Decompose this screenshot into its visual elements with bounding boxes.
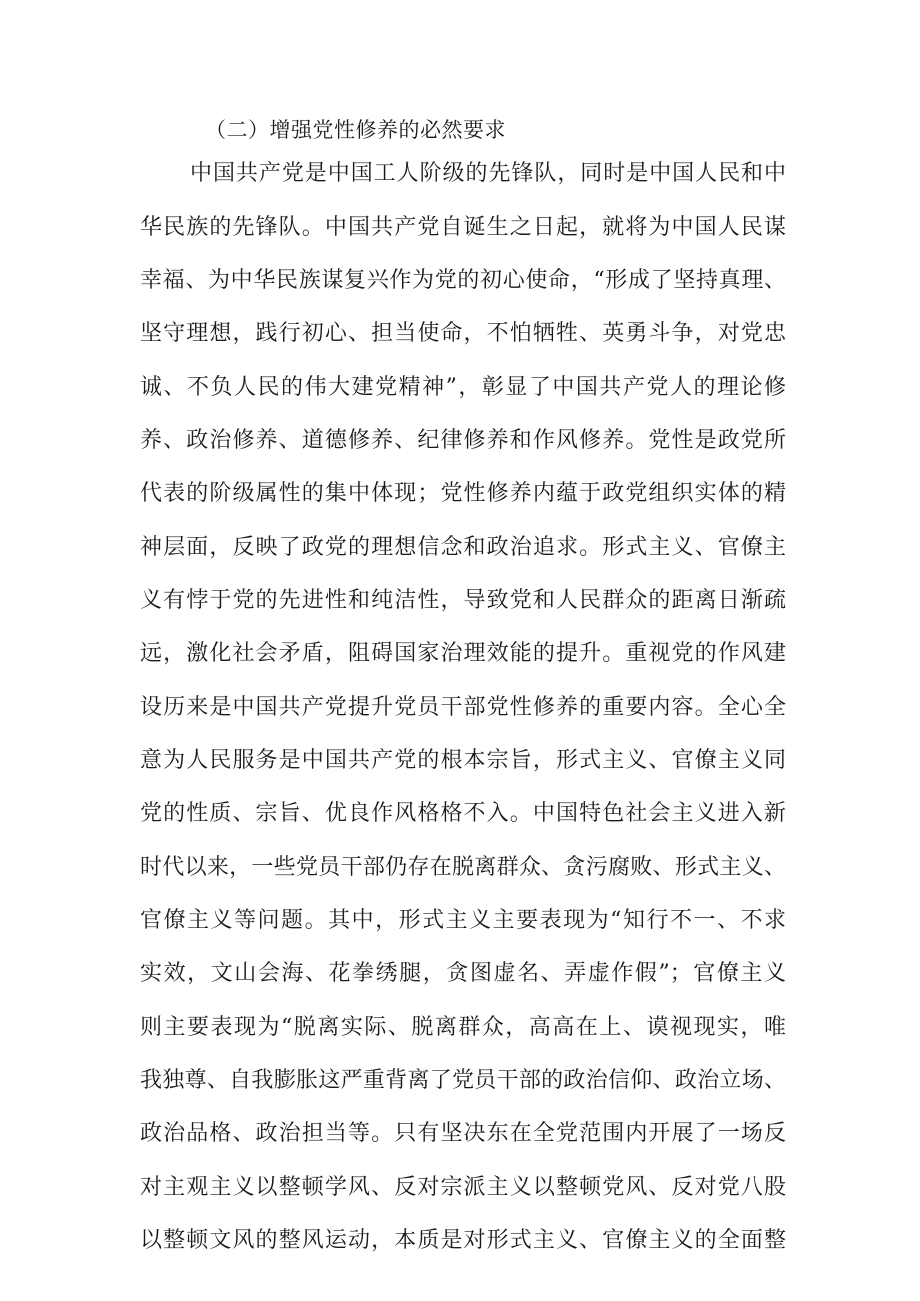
- paragraph-line: 时代以来，一些党员干部仍存在脱离群众、贪污腐败、形式主义、: [140, 855, 786, 880]
- paragraph-line: 意为人民服务是中国共产党的根本宗旨，形式主义、官僚主义同: [140, 748, 786, 773]
- paragraph-line: 中国共产党是中国工人阶级的先锋队，同时是中国人民和中: [190, 161, 786, 186]
- paragraph-line: 实效，文山会海、花拳绣腿，贪图虚名、弄虚作假”；官僚主义: [140, 961, 786, 986]
- paragraph-line: 我独尊、自我膨胀这严重背离了党员干部的政治信仰、政治立场、: [140, 1068, 786, 1093]
- paragraph-line: 义有悖于党的先进性和纯洁性，导致党和人民群众的距离日渐疏: [140, 588, 786, 613]
- paragraph-line: 党的性质、宗旨、优良作风格格不入。中国特色社会主义进入新: [140, 801, 786, 826]
- paragraph-line: 官僚主义等问题。其中，形式主义主要表现为“知行不一、不求: [140, 908, 786, 933]
- paragraph-line: 政治品格、政治担当等。只有坚决东在全党范围内开展了一场反: [140, 1121, 786, 1146]
- section-heading: （二）增强党性修养的必然要求: [205, 118, 506, 142]
- paragraph-line: 设历来是中国共产党提升党员干部党性修养的重要内容。全心全: [140, 695, 786, 720]
- paragraph-line: 对主观主义以整顿学风、反对宗派主义以整顿党风、反对党八股: [140, 1175, 786, 1200]
- paragraph-line: 则主要表现为“脱离实际、脱离群众，高高在上、谟视现实，唯: [140, 1015, 786, 1040]
- paragraph-line: 代表的阶级属性的集中体现；党性修养内蕴于政党组织实体的精: [140, 481, 786, 506]
- paragraph-line: 以整顿文风的整风运动，本质是对形式主义、官僚主义的全面整: [140, 1228, 786, 1253]
- paragraph-line: 养、政治修养、道德修养、纪律修养和作风修养。党性是政党所: [140, 428, 786, 453]
- paragraph-line: 幸福、为中华民族谋复兴作为党的初心使命，“形成了坚持真理、: [140, 268, 786, 293]
- paragraph-line: 神层面，反映了政党的理想信念和政治追求。形式主义、官僚主: [140, 535, 786, 560]
- paragraph-line: 华民族的先锋队。中国共产党自诞生之日起，就将为中国人民谋: [140, 215, 786, 240]
- paragraph-line: 坚守理想，践行初心、担当使命，不怕牺牲、英勇斗争，对党忠: [140, 321, 786, 346]
- paragraph-line: 远，激化社会矛盾，阻碍国家治理效能的提升。重视党的作风建: [140, 641, 786, 666]
- paragraph-line: 诚、不负人民的伟大建党精神”，彰显了中国共产党人的理论修: [140, 375, 786, 400]
